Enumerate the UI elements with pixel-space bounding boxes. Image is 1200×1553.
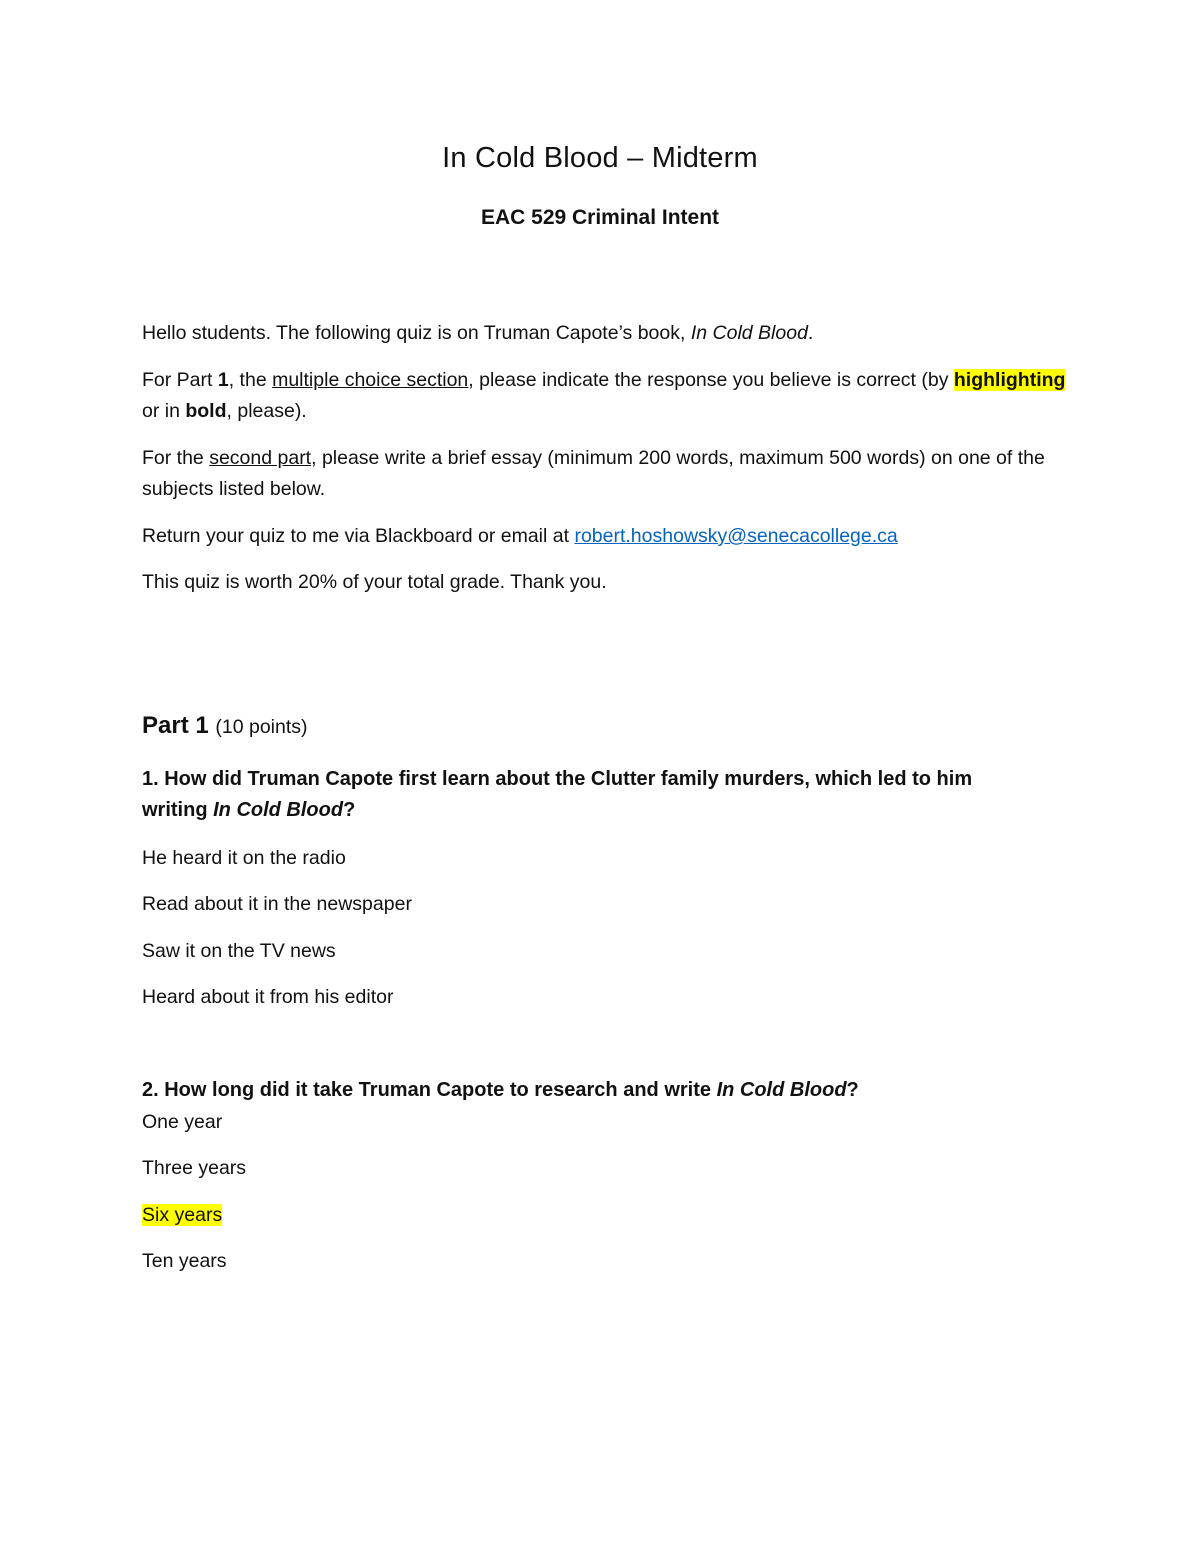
q2-option: One year: [142, 1111, 223, 1133]
intro-paragraph-2: [142, 365, 1072, 427]
document-title: In Cold Blood – Midterm: [442, 142, 758, 174]
q1-option: Heard about it from his editor: [142, 986, 394, 1008]
underlined-text: second part: [209, 447, 312, 469]
part-points: (10 points): [215, 716, 308, 738]
book-title: In Cold Blood: [690, 322, 808, 344]
question-text: 1. How did Truman Capote first learn about the Clutter family murders, which led to him writing: [142, 768, 973, 821]
bold-word: bold: [185, 400, 227, 422]
q1-option: Saw it on the TV news: [142, 940, 336, 962]
question-text: ?: [343, 799, 356, 821]
question-2: [142, 1075, 1042, 1106]
question-text: ?: [846, 1079, 859, 1101]
highlighted-answer: Six years: [142, 1204, 223, 1226]
q2-option-selected: [142, 1201, 222, 1229]
part-title: Part 1: [142, 712, 209, 739]
intro-text: For Part: [142, 369, 218, 391]
intro-paragraph-5: This quiz is worth 20% of your total grade. Thank you.: [142, 571, 607, 593]
highlighted-text: highlighting: [953, 369, 1066, 391]
intro-text: or in: [142, 400, 186, 422]
intro-text: .: [807, 322, 814, 344]
intro-text: , the: [228, 369, 273, 391]
question-book-title: In Cold Blood: [213, 799, 344, 821]
q1-option: He heard it on the radio: [142, 847, 346, 869]
intro-paragraph-4: [142, 521, 1072, 552]
q2-option: Ten years: [142, 1250, 227, 1272]
part-1-heading: [142, 712, 308, 740]
course-subtitle: EAC 529 Criminal Intent: [480, 206, 720, 229]
q2-option: Three years: [142, 1157, 247, 1179]
part-number: 1: [217, 369, 229, 391]
question-1: [142, 764, 1042, 826]
question-text: 2. How long did it take Truman Capote to research and write: [142, 1079, 717, 1101]
intro-paragraph-3: [142, 443, 1072, 505]
intro-text: Return your quiz to me via Blackboard or email at: [142, 525, 575, 547]
intro-text: Hello students. The following quiz is on Truman Capote’s book,: [142, 322, 691, 344]
question-book-title: In Cold Blood: [716, 1079, 847, 1101]
intro-text: For the: [142, 447, 210, 469]
underlined-text: multiple choice section: [272, 369, 469, 391]
intro-paragraph-1: [142, 318, 1072, 349]
intro-text: , please write a brief essay (minimum 200 words, maximum 500 words) on one of the subjects listed below.: [142, 447, 1045, 500]
intro-text: , please indicate the response you believe is correct (by: [468, 369, 954, 391]
q1-option: Read about it in the newspaper: [142, 893, 412, 915]
intro-text: , please).: [226, 400, 307, 422]
email-link[interactable]: robert.hoshowsky@senecacollege.ca: [574, 525, 898, 547]
